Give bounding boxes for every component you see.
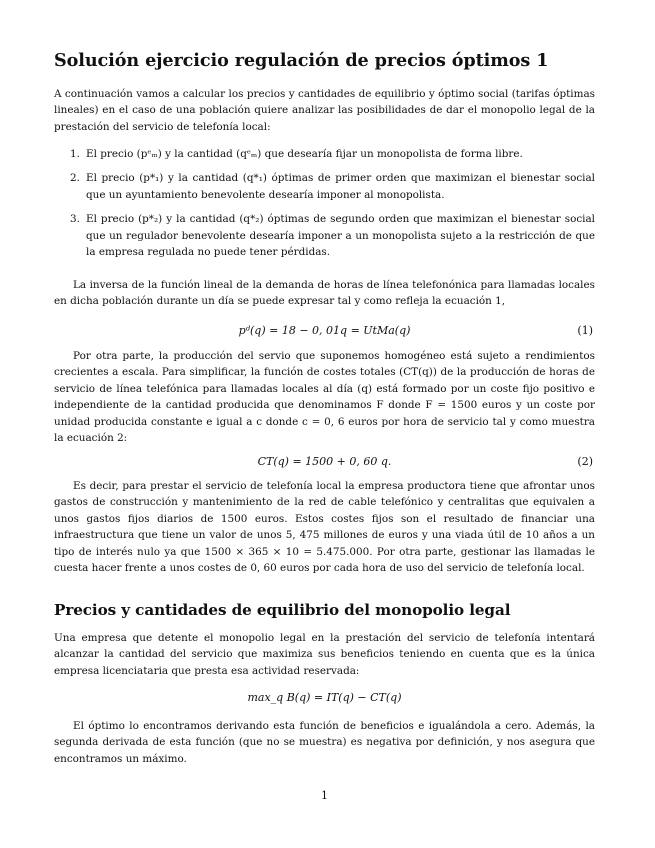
intro-paragraph: A continuación vamos a calcular los precios y cantidades de equilibrio y óptimo social (tarifas óptimas lineales) en el caso de una población quiere analizar las posibilidades de dar el monopolio legal de la prestación del servicio de telefonía local: [54, 88, 595, 133]
list-item [54, 211, 595, 260]
equation-1-tag: (1) [577, 324, 593, 337]
equation-1-formula: pᵈ(q) = 18 − 0, 01q = UtMa(q) [238, 324, 411, 337]
demand-paragraph: La inversa de la función lineal de la demanda de horas de línea telefonónica para llamadas locales en dicha población durante un día se puede expresar tal y como refleja la ecuación 1, [54, 279, 595, 308]
equation-2-formula: CT(q) = 1500 + 0, 60 q. [257, 455, 392, 468]
page-title: Solución ejercicio regulación de precios óptimos 1 [54, 50, 549, 71]
equation-2 [54, 455, 595, 473]
list-item-text: El precio (p*₁) y la cantidad (q*₁) óptimas de primer orden que maximizan el bienestar social que un ayuntamiento benevolente desearía imponer al monopolista. [86, 172, 595, 201]
list-item [54, 170, 595, 203]
equation-3-formula: max_q B(q) = IT(q) − CT(q) [247, 691, 402, 704]
costs-paragraph: Es decir, para prestar el servicio de telefonía local la empresa productora tiene que afrontar unos gastos de construcción y mantenimiento de la red de cable telefónico y centralitas que equivalen a unos gastos fijos diarios de 1500 euros. Estos costes fijos son el resultado de financiar una infraestructura que tiene un valor de unos 5, 475 millones de euros y una viada útil de 10 años a un tipo de interés nulo ya que 1500 × 365 × 10 = 5.475.000. Por otra parte, gestionar las llamadas le cuesta hacer frente a unos costes de 0, 60 euros por cada hora de uso del servicio de telefonía local. [54, 480, 595, 575]
optimum-paragraph: El óptimo lo encontramos derivando esta función de beneficios e igualándola a cero. Además, la segunda derivada de esta función (que no se muestra) es negativa por definición, y nos asegura que encontramos un máximo. [54, 720, 595, 765]
list-item [54, 146, 595, 162]
list-item-number: 1. [70, 148, 80, 160]
page-number: 1 [321, 789, 328, 802]
list-item-number: 2. [70, 172, 80, 185]
equation-1 [54, 324, 595, 342]
production-paragraph: Por otra parte, la producción del servio que suponemos homogéneo está sujeto a rendimientos crecientes a escala. Para simplificar, la función de costes totales (CT(q)) de la producción de horas de servicio de línea telefónica para llamadas locales al día (q) está formado por un coste fijo positivo e independiente de la cantidad producida que denominamos F donde F = 1500 euros y un coste por unidad producida constante e igual a c donde c = 0, 6 euros por hora de servicio tal y como muestra la ecuación 2: [54, 350, 595, 445]
objectives-list [54, 146, 595, 260]
list-item-text: El precio (pᵉₘ) y la cantidad (qᵉₘ) que desearía fijar un monopolista de forma libre. [86, 148, 523, 160]
equation-2-tag: (2) [577, 455, 593, 468]
monopoly-paragraph: Una empresa que detente el monopolio legal en la prestación del servicio de telefonía intentará alcanzar la cantidad del servicio que maximiza sus beneficios teniendo en cuenta que es la única empresa licenciataria que presta esa actividad reservada: [54, 632, 595, 677]
equation-3 [54, 691, 595, 709]
list-item-number: 3. [70, 213, 80, 226]
list-item-text: El precio (p*₂) y la cantidad (q*₂) óptimas de segundo orden que maximizan el bienestar social que un regulador benevolente desearía imponer a un monopolista sujeto a la restricción de que la empresa regulada no puede tener pérdidas. [86, 213, 595, 259]
section-title: Precios y cantidades de equilibrio del monopolio legal [54, 601, 511, 619]
